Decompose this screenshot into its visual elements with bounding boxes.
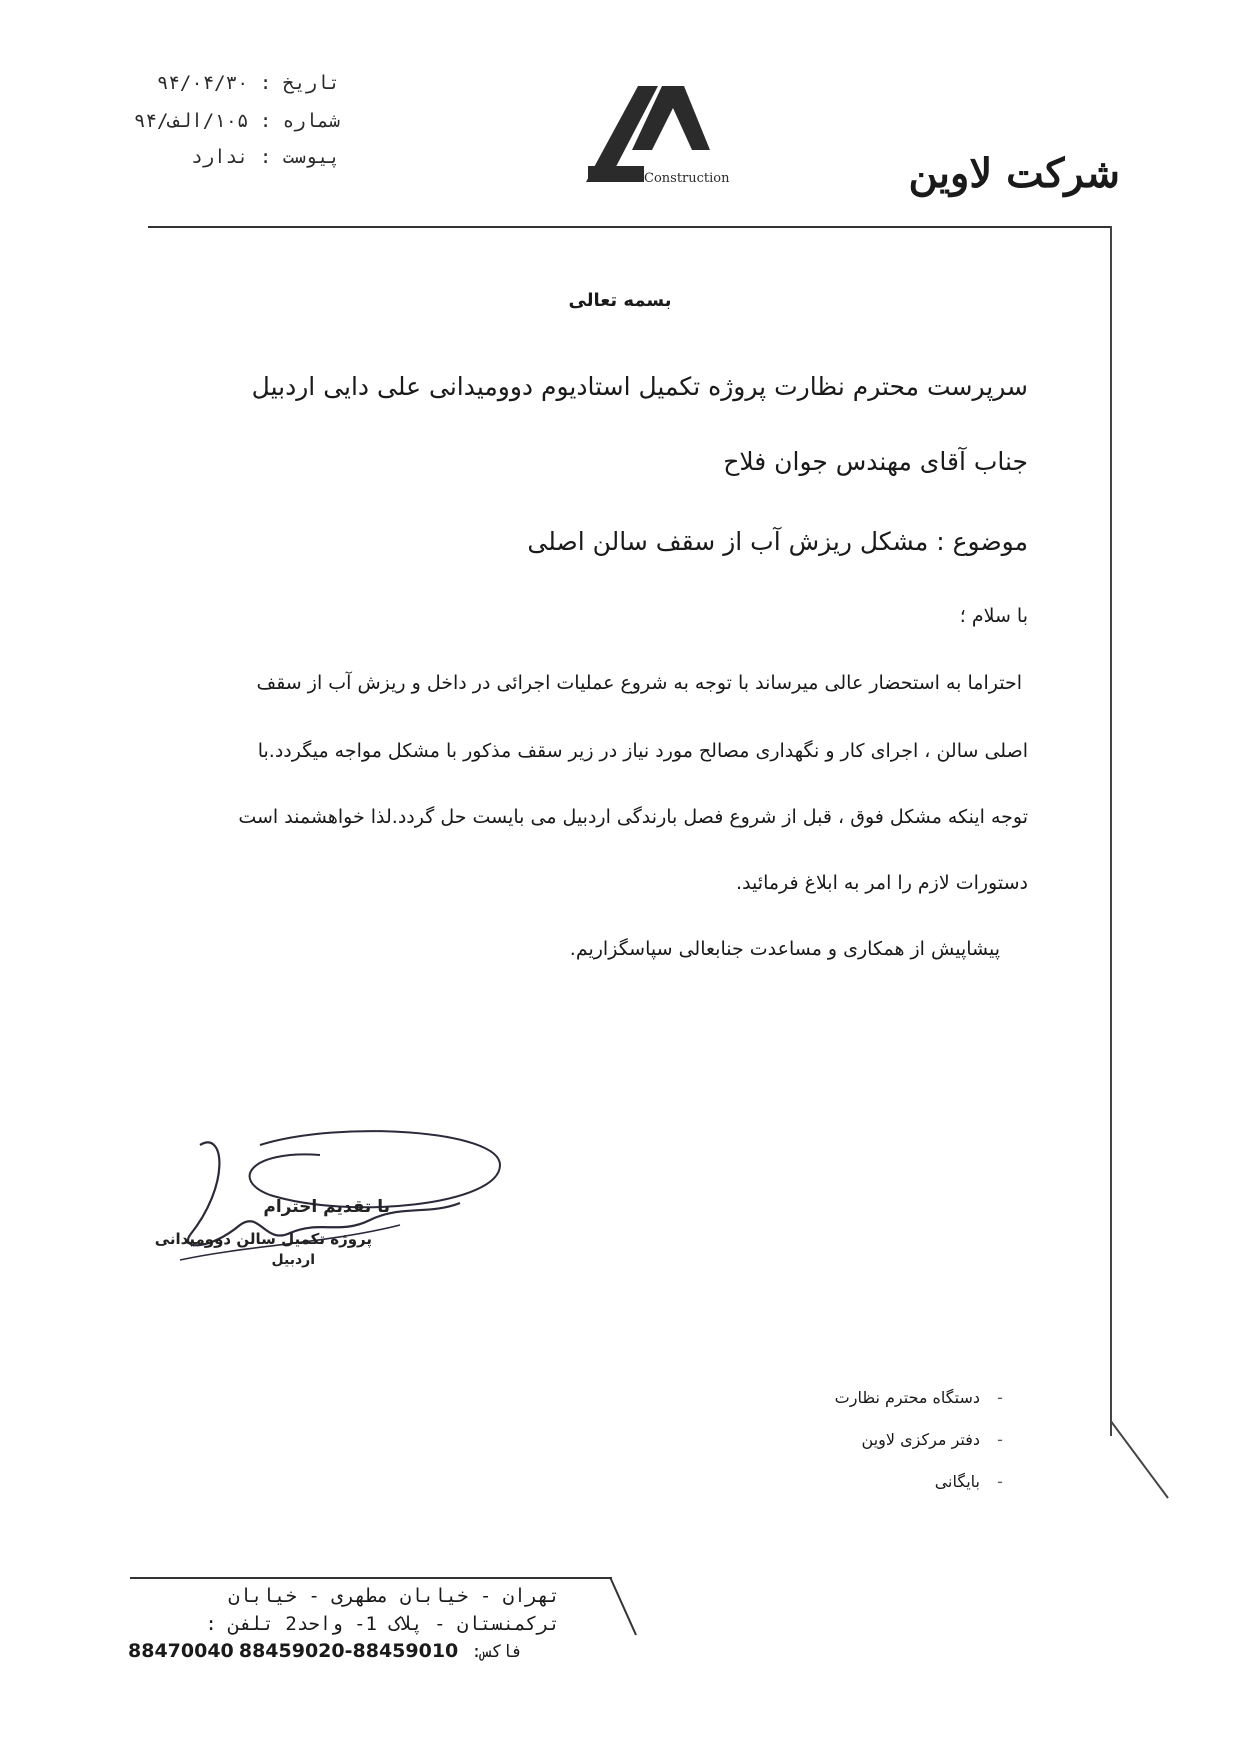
date-value: ۹۴/۰۴/۳۰ xyxy=(156,72,249,94)
attachment-label: پیوست : xyxy=(259,146,340,168)
basmala: بسمه تعالی xyxy=(568,290,672,311)
number-value: ۱۰۵/الف/۹۴ xyxy=(134,110,249,132)
signature-line-3: اردبیل xyxy=(271,1252,315,1268)
cc-item-supervision xyxy=(835,1388,1020,1407)
footer-address-line-1: تهران - خیابان مطهری - خیابان xyxy=(228,1585,560,1607)
date-row xyxy=(110,72,340,94)
fax-number: 88470040 xyxy=(128,1640,234,1662)
cc-item-label: دستگاه محترم نظارت xyxy=(834,1388,980,1407)
number-label: شماره : xyxy=(259,110,340,132)
body-line-1: احتراما به استحضار عالی میرساند با توجه به شروع عملیات اجرائی در داخل و ریزش آب از سقف xyxy=(256,672,1022,694)
cc-item-label: بایگانی xyxy=(934,1472,980,1491)
subject-line: موضوع : مشکل ریزش آب از سقف سالن اصلی xyxy=(527,527,1028,556)
body-line-2: اصلی سالن ، اجرای کار و نگهداری مصالح مورد نیاز در زیر سقف مذکور با مشکل مواجه میگردد.با xyxy=(257,740,1028,762)
attachment-value: ندارد xyxy=(191,146,249,168)
company-logo xyxy=(580,78,760,188)
closing-line: پیشاپیش از همکاری و مساعدت جنابعالی سپاسگزاریم. xyxy=(569,938,1000,960)
addressee-line: جناب آقای مهندس جوان فلاح xyxy=(723,447,1028,476)
footer-contact-row xyxy=(128,1640,549,1662)
date-label: تاریخ : xyxy=(259,72,340,94)
company-name: شرکت لاوین xyxy=(908,150,1120,197)
footer-divider-diagonal xyxy=(600,1577,640,1637)
body-line-4: دستورات لازم را امر به ابلاغ فرمائید. xyxy=(736,872,1028,894)
body-line-3: توجه اینکه مشکل فوق ، قبل از شروع فصل بارندگی اردبیل می بایست حل گردد.لذا خواهشمند است xyxy=(238,806,1028,828)
right-border-line xyxy=(1110,226,1112,1436)
logo-text: Construction xyxy=(644,171,730,186)
cc-dash: - xyxy=(997,1472,1003,1491)
recipient-line: سرپرست محترم نظارت پروژه تکمیل استادیوم دوومیدانی علی دایی اردبیل xyxy=(251,372,1028,401)
fax-label: فاکس: xyxy=(471,1642,523,1662)
cc-item-central-office xyxy=(862,1430,1020,1449)
footer-divider xyxy=(130,1577,612,1579)
footer-address-line-2: ترکمنستان - پلاک 1- واحد2 تلفن : xyxy=(205,1613,560,1635)
cc-dash: - xyxy=(997,1388,1003,1407)
cc-item-label: دفتر مرکزی لاوین xyxy=(861,1430,980,1449)
signature-line-1: با تقدیم احترام xyxy=(263,1197,390,1217)
number-row xyxy=(110,110,340,132)
cc-item-archive xyxy=(935,1472,1020,1491)
phone-numbers: 88459010-88459020 xyxy=(238,1640,459,1662)
right-border-diagonal xyxy=(1110,1420,1190,1500)
greeting: با سلام ؛ xyxy=(959,605,1028,627)
signature-line-2: پروژه تکمیل سالن دوومیدانی xyxy=(154,1230,372,1248)
cc-dash: - xyxy=(997,1430,1003,1449)
header-divider xyxy=(148,226,1110,228)
attachment-row xyxy=(110,146,340,168)
